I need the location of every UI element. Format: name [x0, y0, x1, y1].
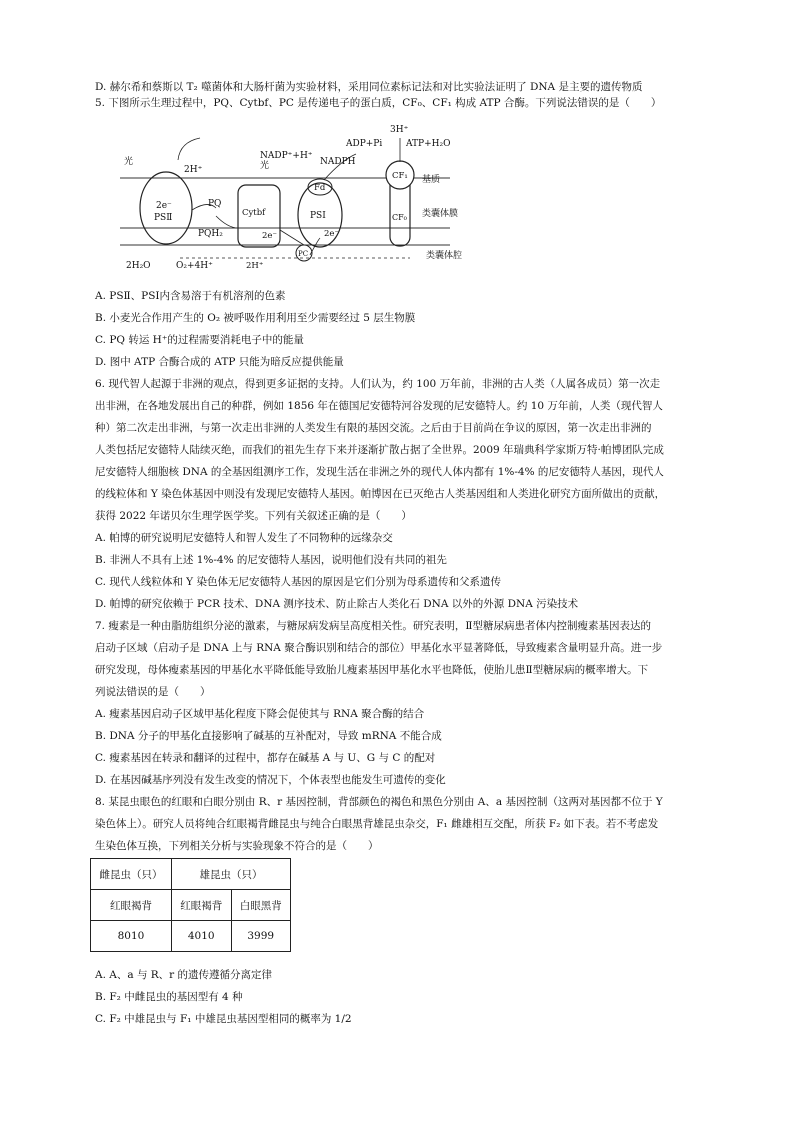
- diagram-e-ps2: 2e⁻: [156, 201, 172, 211]
- diagram-h2-bottom: 2H⁺: [246, 261, 264, 271]
- text-line-q6-3: 种）第二次走出非洲，与第一次走出非洲的人类发生有限的基因交流。之后由于目前尚在争议的原因，第一次走出非洲的: [95, 422, 652, 434]
- diagram-stroma: 基质: [422, 175, 441, 185]
- female-header: 雌昆虫（只）: [91, 859, 172, 890]
- diagram-nadph: NADPH: [320, 157, 356, 167]
- diagram-light-right: 光: [260, 161, 270, 171]
- text-line-q6a: A. 帕博的研究说明尼安德特人和智人发生了不同物种的远缘杂交: [95, 532, 393, 544]
- photosynthesis-diagram: [120, 120, 490, 280]
- f2-results-table: [90, 858, 291, 952]
- text-line-q5b: B. 小麦光合作用产生的 O₂ 被呼吸作用利用至少需要经过 5 层生物膜: [95, 312, 416, 324]
- text-line-q8a: A. A、a 与 R、r 的遗传遵循分离定律: [95, 969, 273, 981]
- table-row: [91, 890, 291, 921]
- text-line-q7d: D. 在基因碱基序列没有发生改变的情况下，个体表型也能发生可遗传的变化: [95, 774, 446, 786]
- text-line-q7-2: 启动子区域（启动子是 DNA 上与 RNA 聚合酶识别和结合的部位）甲基化水平显著降低，导致瘦素含量明显升高。进一步: [95, 642, 663, 654]
- text-line-q5d: D. 图中 ATP 合酶合成的 ATP 只能为暗反应提供能量: [95, 356, 344, 368]
- diagram-e-cytbf: 2e⁻: [262, 231, 277, 241]
- diagram-pqh2: PQH₂: [198, 229, 223, 239]
- text-line-q8b: B. F₂ 中雌昆虫的基因型有 4 种: [95, 991, 243, 1003]
- diagram-ps2: PSⅡ: [154, 213, 173, 223]
- text-line-q5c: C. PQ 转运 H⁺的过程需要消耗电子中的能量: [95, 334, 304, 346]
- diagram-e-ps1: 2e⁻: [324, 229, 339, 239]
- diagram-nadp: NADP⁺+H⁺: [260, 151, 313, 161]
- text-line-q5a: A. PSⅡ、PSⅠ内含易溶于有机溶剂的色素: [95, 290, 286, 302]
- text-line-q6c: C. 现代人线粒体和 Y 染色体无尼安德特人基因的原因是它们分别为母系遗传和父系遗传: [95, 576, 501, 588]
- text-line-q7-1: 7. 瘦素是一种由脂肪组织分泌的激素，与糖尿病发病呈高度相关性。研究表明，Ⅱ型糖尿病患者体内控制瘦素基因表达的: [95, 620, 651, 632]
- diagram-cytbf: Cytbf: [242, 208, 266, 218]
- male-header: 雄昆虫（只）: [172, 859, 291, 890]
- male-count-1: 4010: [172, 921, 232, 952]
- text-line-q7b: B. DNA 分子的甲基化直接影响了碱基的互补配对，导致 mRNA 不能合成: [95, 730, 442, 742]
- text-line-q8-3: 生染色体互换，下列相关分析与实验现象不符合的是（ ）: [95, 840, 379, 852]
- text-line-q8-1: 8. 某昆虫眼色的红眼和白眼分别由 R、r 基因控制，背部颜色的褐色和黑色分别由 A、a 基因控制（这两对基因都不位于 Y: [95, 796, 663, 808]
- diagram-h2-top: 2H⁺: [184, 165, 203, 175]
- diagram-pc: PC: [298, 250, 309, 258]
- diagram-h2o: 2H₂O: [126, 261, 151, 271]
- text-line-q6-1: 6. 现代智人起源于非洲的观点，得到更多证据的支持。人们认为，约 100 万年前，非洲的古人类（人属各成员）第一次走: [95, 378, 661, 390]
- diagram-o2: O₂+4H⁺: [176, 261, 213, 271]
- text-line-q8c: C. F₂ 中雄昆虫与 F₁ 中雄昆虫基因型相同的概率为 1/2: [95, 1013, 352, 1025]
- table-row: [91, 859, 291, 890]
- diagram-lumen: 类囊体腔: [426, 251, 463, 261]
- text-line-q4d: D. 赫尔希和蔡斯以 T₂ 噬菌体和大肠杆菌为实验材料，采用同位素标记法和对比实验法证明了 DNA 是主要的遗传物质: [95, 81, 643, 93]
- diagram-atp: ATP+H₂O: [406, 139, 451, 149]
- diagram-fd: Fd: [314, 183, 326, 193]
- text-line-q6-5: 尼安德特人细胞核 DNA 的全基因组测序工作，发现生活在非洲之外的现代人体内都有 1%-4% 的尼安德特人基因，现代人: [95, 466, 664, 478]
- diagram-cf0: CF₀: [392, 213, 407, 222]
- text-line-q5-stem: 5. 下图所示生理过程中，PQ、Cytbf、PC 是传递电子的蛋白质，CF₀、CF₁ 构成 ATP 合酶。下列说法错误的是（ ）: [95, 97, 662, 109]
- text-line-q6-4: 人类包括尼安德特人陆续灭绝，而我们的祖先生存下来并逐渐扩散占据了全世界。2009 年瑞典科学家斯万特·帕博团队完成: [95, 444, 664, 456]
- text-line-q7c: C. 瘦素基因在转录和翻译的过程中，都存在碱基 A 与 U、G 与 C 的配对: [95, 752, 436, 764]
- text-line-q6-2: 出非洲，在各地发展出自己的种群，例如 1856 年在德国尼安德特河谷发现的尼安德特人。约 10 万年前，人类（现代智人: [95, 400, 663, 412]
- diagram-membrane: 类囊体膜: [422, 209, 459, 219]
- diagram-adp: ADP+Pi: [346, 139, 383, 149]
- text-line-q6-6: 的线粒体和 Y 染色体基因中则没有发现尼安德特人基因。帕博因在已灭绝古人类基因组和人类进化研究方面所做出的贡献，: [95, 488, 666, 500]
- diagram-pq: PQ: [208, 199, 222, 209]
- table-row: [91, 921, 291, 952]
- male-phenotype-2: 白眼黑背: [231, 890, 291, 921]
- text-line-q7-4: 列说法错误的是（ ）: [95, 686, 211, 698]
- text-line-q6-7: 获得 2022 年诺贝尔生理学医学奖。下列有关叙述正确的是（ ）: [95, 510, 412, 522]
- text-line-q6d: D. 帕博的研究依赖于 PCR 技术、DNA 测序技术、防止除古人类化石 DNA 以外的外源 DNA 污染技术: [95, 598, 579, 610]
- text-line-q8-2: 染色体上）。研究人员将纯合红眼褐背雌昆虫与纯合白眼黑背雄昆虫杂交，F₁ 雌雄相互交配，所获 F₂ 如下表。若不考虑发: [95, 818, 659, 830]
- text-line-q6b: B. 非洲人不具有上述 1%-4% 的尼安德特人基因，说明他们没有共同的祖先: [95, 554, 447, 566]
- male-count-2: 3999: [231, 921, 291, 952]
- male-phenotype-1: 红眼褐背: [172, 890, 232, 921]
- female-phenotype: 红眼褐背: [91, 890, 172, 921]
- text-line-q7-3: 研究发现，母体瘦素基因的甲基化水平降低能导致胎儿瘦素基因甲基化水平也降低，使胎儿患Ⅱ型糖尿病的概率增大。下: [95, 664, 649, 676]
- text-line-q7a: A. 瘦素基因启动子区域甲基化程度下降会促使其与 RNA 聚合酶的结合: [95, 708, 425, 720]
- female-count: 8010: [91, 921, 172, 952]
- diagram-h3: 3H⁺: [390, 125, 409, 135]
- diagram-cf1: CF₁: [392, 171, 408, 181]
- diagram-ps1: PSⅠ: [310, 211, 326, 221]
- diagram-light-left: 光: [124, 157, 134, 167]
